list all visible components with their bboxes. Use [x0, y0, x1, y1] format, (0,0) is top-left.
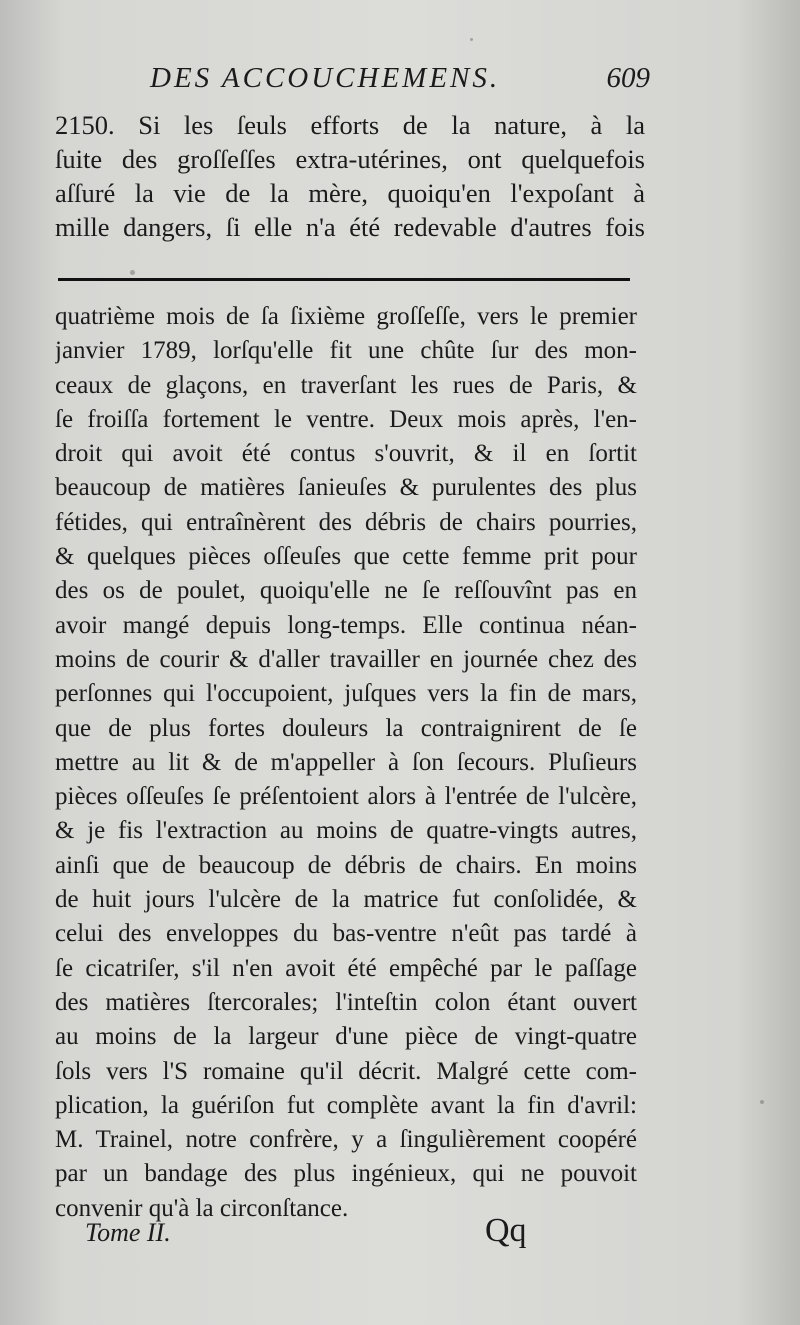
text-line: ſols vers l'S romaine qu'il décrit. Malgré cette com- — [55, 1057, 637, 1085]
top-paragraph — [55, 108, 645, 244]
paper-speck — [130, 270, 135, 275]
text-line: avoir mangé depuis long-temps. Elle continua néan- — [55, 611, 637, 639]
page-footer — [85, 1212, 555, 1258]
text-line: plication, la guériſon fut complète avant la fin d'avril: — [55, 1091, 637, 1119]
section-divider-rule — [58, 278, 630, 281]
text-line: 2150. Si les ſeuls efforts de la nature, à la — [55, 110, 645, 140]
text-line: quatrième mois de ſa ſixième groſſeſſe, vers le premier — [55, 303, 637, 330]
text-line: des os de poulet, quoiqu'elle ne ſe reſſouvînt pas en — [55, 577, 637, 605]
text-line: ceaux de glaçons, en traverſant les rues de Paris, & — [55, 371, 637, 399]
text-line: & je fis l'extraction au moins de quatre-vingts autres, — [55, 817, 637, 845]
text-line: droit qui avoit été contus s'ouvrit, & il en ſortit — [55, 440, 637, 468]
text-line: par un bandage des plus ingénieux, qui ne pouvoit — [55, 1160, 637, 1188]
text-line: aſſuré la vie de la mère, quoiqu'en l'expoſant à — [55, 178, 645, 208]
text-line: moins de courir & d'aller travailler en journée chez des — [55, 645, 637, 673]
page-header — [150, 62, 670, 102]
text-line: pièces oſſeuſes ſe préſentoient alors à l'entrée de l'ulcère, — [55, 783, 637, 811]
text-line: des matières ſtercorales; l'inteſtin colon étant ouvert — [55, 988, 637, 1016]
text-line: ſe cicatriſer, s'il n'en avoit été empêché par le paſſage — [55, 954, 637, 982]
volume-signature: Tome II. — [85, 1218, 171, 1247]
text-line: beaucoup de matières ſanieuſes & purulentes des plus — [55, 474, 637, 502]
text-line-last: convenir qu'à la circonſtance. — [55, 1194, 349, 1222]
text-line: janvier 1789, lorſqu'elle fit une chûte ſur des mon- — [55, 337, 637, 365]
paper-speck — [760, 1100, 764, 1104]
text-line: ainſi que de beaucoup de débris de chairs. En moins — [55, 851, 637, 879]
text-line: perſonnes qui l'occupoient, juſques vers la fin de mars, — [55, 680, 637, 708]
text-line: ſe froiſſa fortement le ventre. Deux mois après, l'en- — [55, 405, 637, 433]
signature-mark: Qq — [485, 1212, 527, 1249]
paper-speck — [470, 38, 473, 41]
running-head: DES ACCOUCHEMENS. — [150, 62, 501, 94]
text-line: & quelques pièces oſſeuſes que cette femme prit pour — [55, 543, 637, 571]
body-text — [55, 300, 637, 1226]
text-line: fétides, qui entraînèrent des débris de chairs pourries, — [55, 508, 637, 536]
text-line: de huit jours l'ulcère de la matrice fut conſolidée, & — [55, 886, 637, 914]
text-line: celui des enveloppes du bas-ventre n'eût pas tardé à — [55, 920, 637, 948]
text-line: au moins de la largeur d'une pièce de vingt-quatre — [55, 1023, 637, 1051]
text-line: mille dangers, ſi elle n'a été redevable d'autres fois — [55, 212, 645, 242]
page-number: 609 — [606, 62, 650, 94]
text-line: M. Trainel, notre confrère, y a ſingulièrement coopéré — [55, 1126, 637, 1154]
text-line: que de plus fortes douleurs la contraignirent de ſe — [55, 714, 637, 742]
text-line: mettre au lit & de m'appeller à ſon ſecours. Pluſieurs — [55, 748, 637, 776]
text-line: ſuite des groſſeſſes extra-utérines, ont quelquefois — [55, 144, 645, 174]
